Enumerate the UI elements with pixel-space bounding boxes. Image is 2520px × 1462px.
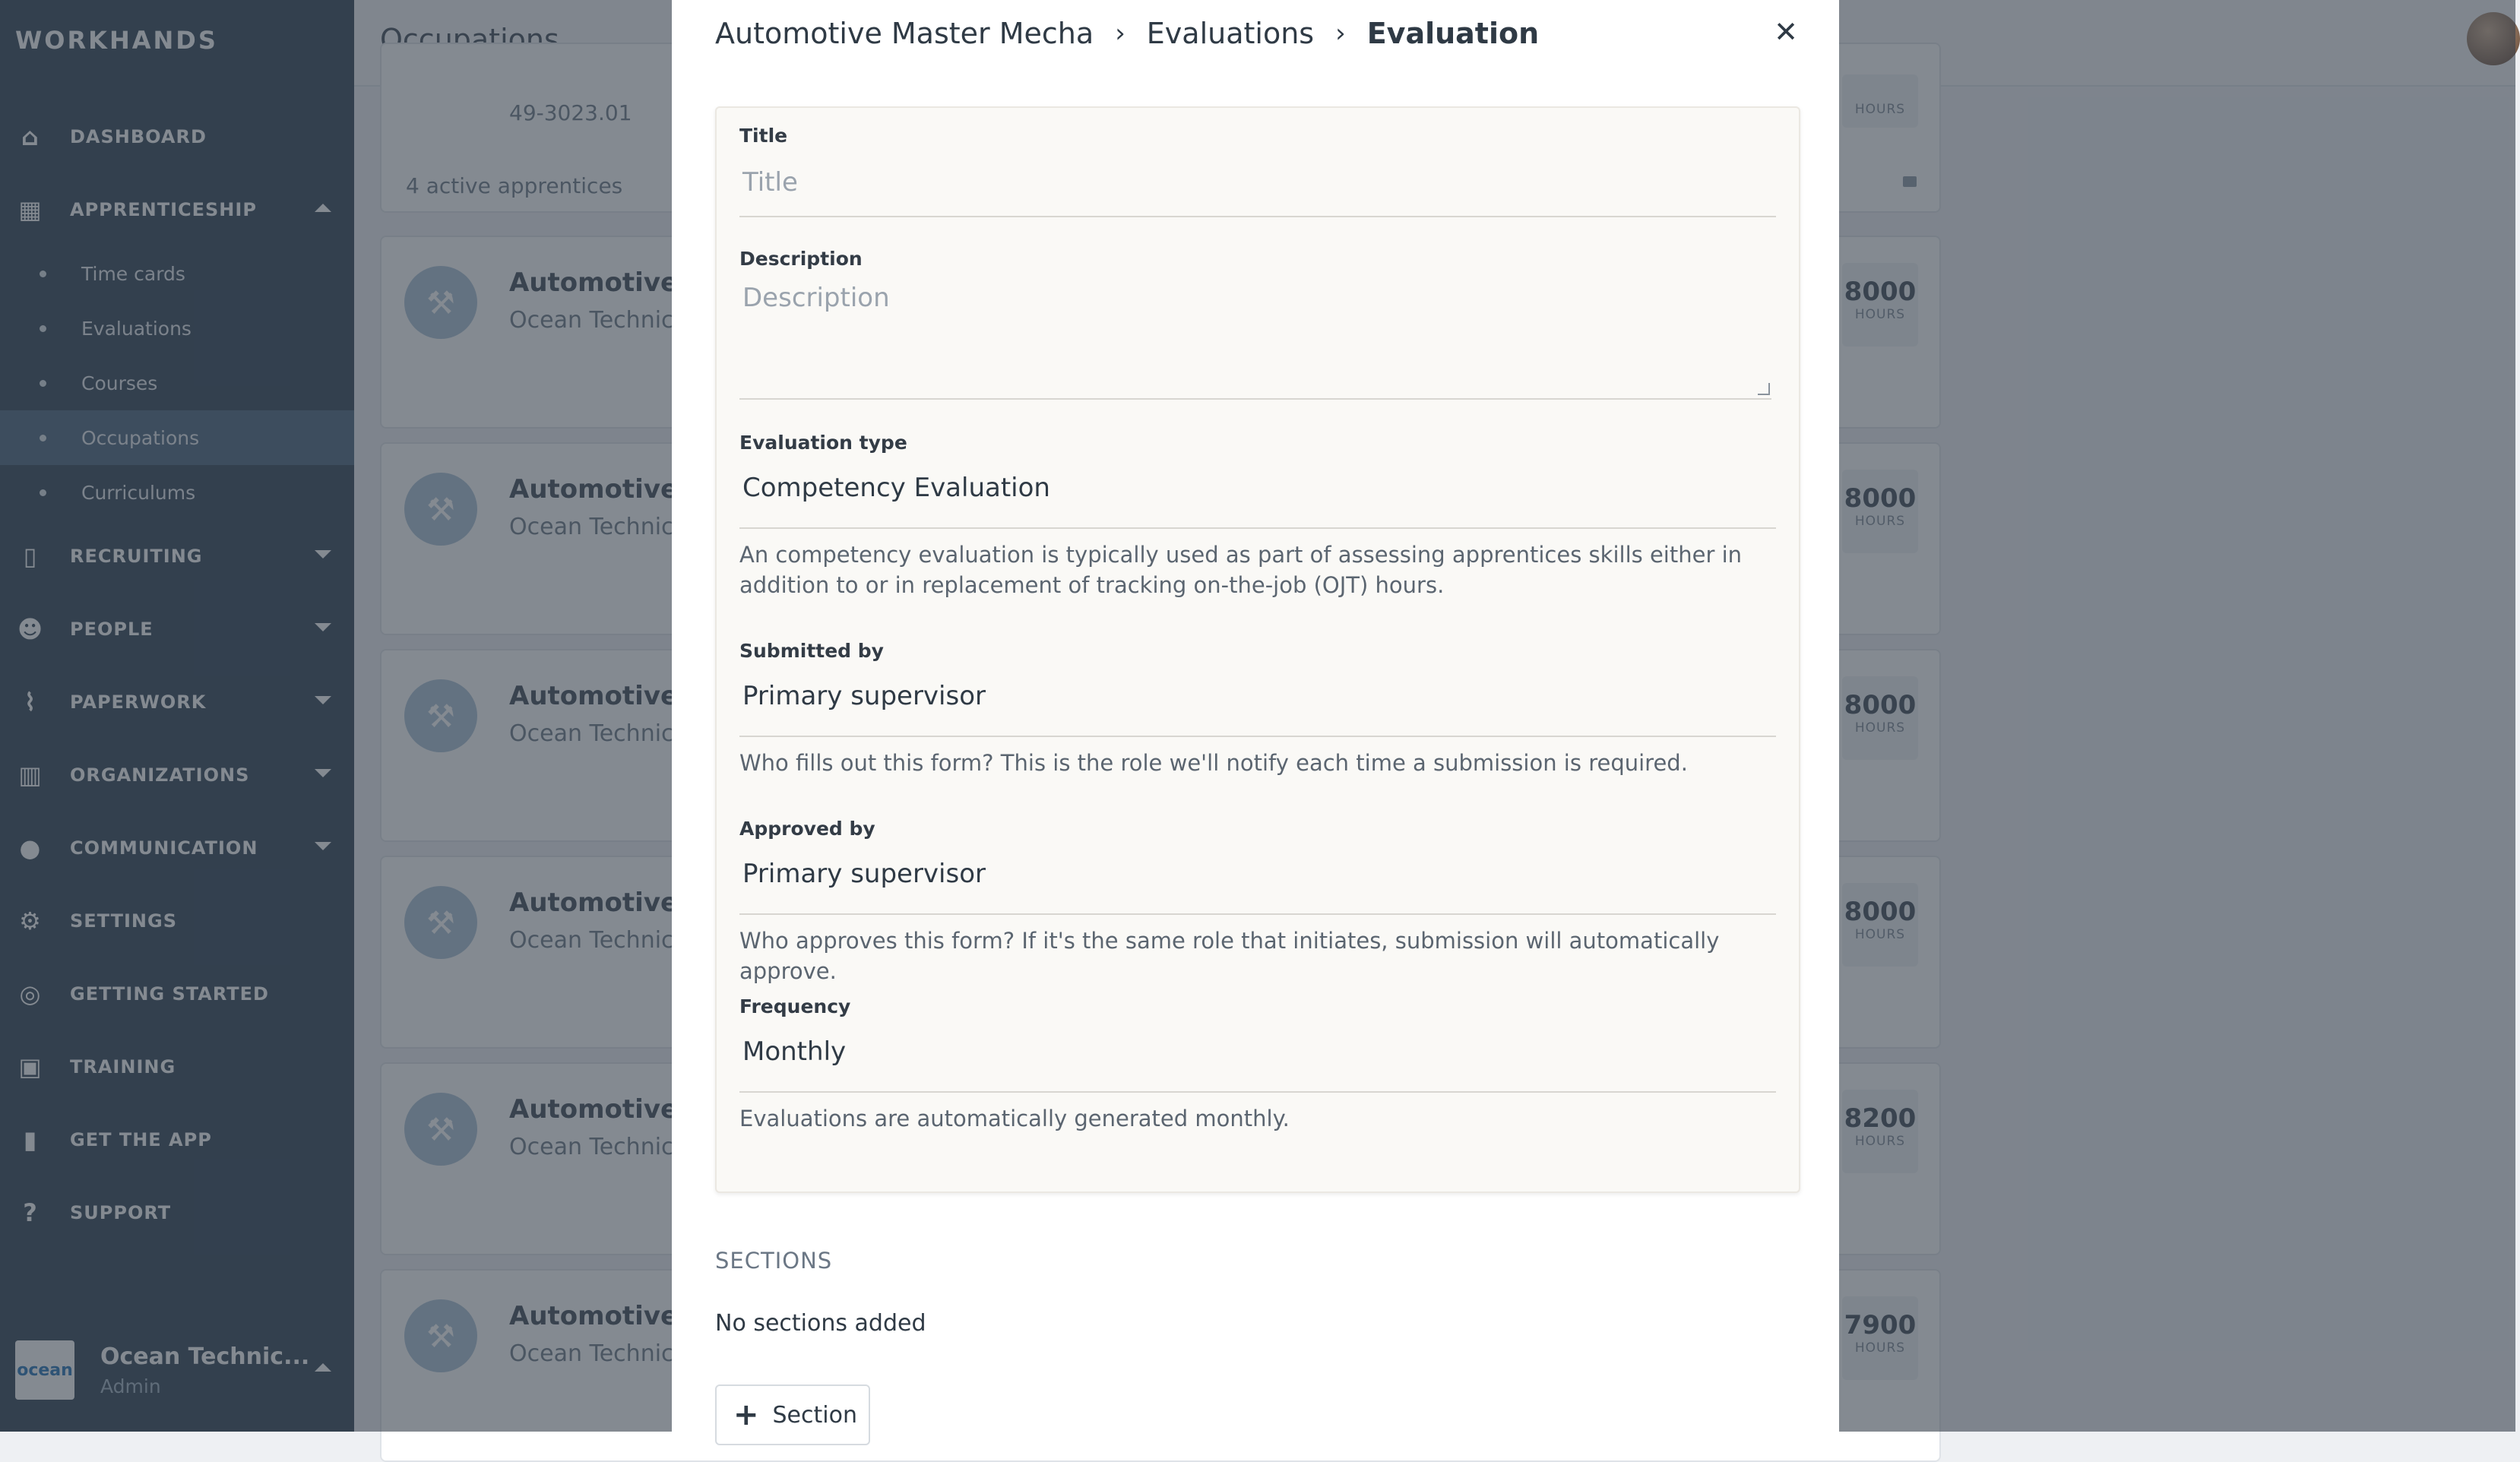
evaluation-type-help: An competency evaluation is typically used as part of assessing apprentices skills either in addition to or in replacement of tracking on-the-job (OJT) hours. (739, 542, 1743, 598)
breadcrumb-current: Evaluation (1366, 17, 1540, 50)
no-sections-message: No sections added (715, 1310, 926, 1337)
title-input[interactable]: Title (739, 167, 1776, 217)
evaluation-type-label: Evaluation type (739, 432, 907, 454)
chevron-right-icon: › (1115, 18, 1125, 49)
evaluation-type-select[interactable]: Competency Evaluation (739, 473, 1776, 529)
submitted-by-select[interactable]: Primary supervisor (739, 681, 1776, 737)
add-section-button[interactable] (715, 1384, 870, 1445)
breadcrumb (715, 15, 1539, 52)
evaluation-modal (672, 0, 1839, 1432)
frequency-label: Frequency (739, 995, 851, 1017)
submitted-by-help: Who fills out this form? This is the role we'll notify each time a submission is required. (739, 750, 1688, 776)
add-section-label: Section (772, 1401, 857, 1429)
sections-heading: SECTIONS (715, 1248, 833, 1274)
submitted-by-label: Submitted by (739, 640, 884, 662)
breadcrumb-occupation[interactable]: Automotive Master Mecha (715, 17, 1094, 50)
description-textarea[interactable] (739, 278, 1771, 400)
plus-icon: + (733, 1397, 759, 1432)
approved-by-label: Approved by (739, 818, 875, 840)
breadcrumb-evaluations[interactable]: Evaluations (1146, 17, 1315, 50)
description-placeholder: Description (742, 283, 890, 313)
title-label: Title (739, 125, 788, 147)
chevron-right-icon: › (1335, 18, 1346, 49)
close-icon[interactable]: ✕ (1774, 15, 1798, 49)
approved-by-select[interactable]: Primary supervisor (739, 859, 1776, 915)
approved-by-help: Who approves this form? If it's the same role that initiates, submission will automatically approve. (739, 928, 1720, 984)
frequency-select[interactable]: Monthly (739, 1036, 1776, 1093)
frequency-help: Evaluations are automatically generated monthly. (739, 1106, 1290, 1131)
resize-handle-icon[interactable] (1758, 383, 1770, 395)
evaluation-form (715, 106, 1800, 1193)
description-label: Description (739, 248, 863, 270)
